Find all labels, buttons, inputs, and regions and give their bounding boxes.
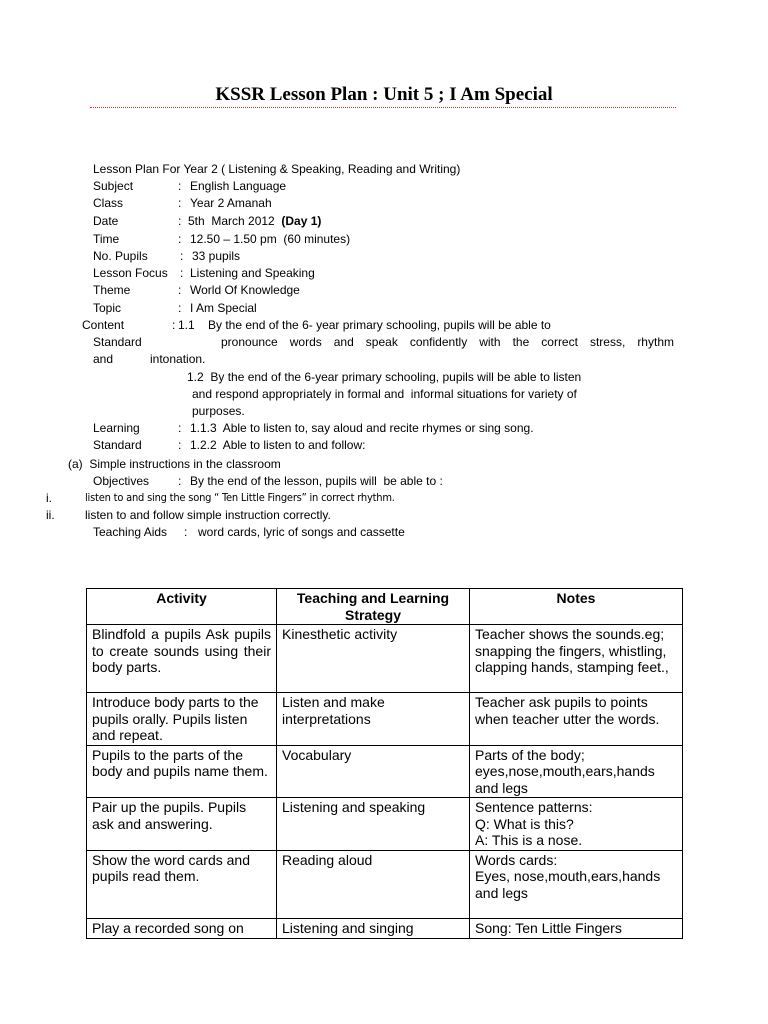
pupils-label: No. Pupils (93, 249, 148, 263)
notes-cell: Teacher shows the sounds.eg; snapping the fingers, whistling, clapping hands, stamping feet., (470, 625, 683, 693)
teaching-aids-value: word cards, lyric of songs and cassette (198, 525, 405, 539)
time-colon: : (178, 232, 182, 246)
objective-1-number: i. (46, 491, 52, 505)
strategy-cell: Reading aloud (277, 850, 470, 918)
strategy-cell: Listen and make interpretations (277, 693, 470, 746)
objectives-value: By the end of the lesson, pupils will be able to : (190, 474, 443, 488)
content-item-2-line1: 1.2 By the end of the 6-year primary schooling, pupils will be able to listen (187, 370, 582, 384)
focus-colon: : (180, 266, 184, 280)
notes-line: Q: What is this? (475, 815, 574, 832)
title-underline (90, 107, 676, 108)
date-value (188, 214, 321, 228)
theme-label: Theme (93, 283, 131, 297)
notes-cell: Teacher ask pupils to points when teacher utter the words. (470, 693, 683, 746)
theme-colon: : (178, 283, 182, 297)
activity-cell: Show the word cards and pupils read them. (87, 850, 277, 918)
content-item-1-line2: pronounce words and speak confidently with the correct stress, rhythm (221, 335, 674, 349)
content-item-2-line3: purposes. (192, 404, 245, 418)
notes-line: Sentence patterns: (475, 799, 593, 815)
learning-item-2: 1.2.2 Able to listen to and follow: (190, 438, 366, 452)
teaching-aids-label: Teaching Aids (93, 525, 168, 539)
objectives-label: Objectives (93, 474, 150, 488)
activity-cell: Play a recorded song on (87, 918, 277, 939)
content-item-1-line1: By the end of the 6- year primary schooling, pupils will be able to (208, 318, 551, 332)
learning-sub-a: (a) Simple instructions in the classroom (68, 457, 281, 471)
time-label: Time (93, 232, 120, 246)
theme-value: World Of Knowledge (190, 283, 300, 297)
focus-label: Lesson Focus (93, 266, 168, 280)
subject-colon: : (178, 179, 182, 193)
subject-label: Subject (93, 179, 134, 193)
notes-line: A: This is a nose. (475, 832, 583, 848)
topic-label: Topic (93, 301, 122, 315)
header-notes: Notes (470, 589, 683, 625)
class-label: Class (93, 196, 124, 210)
table-row (87, 745, 683, 798)
teaching-aids-colon: : (184, 525, 188, 539)
content-item-1-number: 1.1 (178, 318, 195, 332)
table-header-row (87, 589, 683, 625)
notes-cell (470, 798, 683, 851)
strategy-cell: Listening and speaking (277, 798, 470, 851)
learning-standard-colon: : (178, 421, 182, 435)
pupils-colon: : (180, 249, 184, 263)
header-strategy: Teaching and Learning Strategy (277, 589, 470, 625)
objective-1-text: listen to and sing the song “ Ten Little Fingers” in correct rhythm. (85, 491, 395, 504)
activity-table (86, 588, 683, 939)
class-value: Year 2 Amanah (190, 196, 272, 210)
strategy-cell: Listening and singing (277, 918, 470, 939)
strategy-cell: Vocabulary (277, 745, 470, 798)
notes-cell: Song: Ten Little Fingers (470, 918, 683, 939)
notes-line: Words cards: (475, 851, 558, 868)
class-colon: : (178, 196, 182, 210)
content-standard-label-2: Standard (93, 335, 142, 349)
objectives-colon: : (178, 474, 182, 488)
learning-standard-label-2: Standard (93, 438, 142, 452)
learning-standard-label: Learning (93, 421, 140, 435)
table-row (87, 918, 683, 939)
activity-cell: Introduce body parts to the pupils orally. Pupils listen and repeat. (87, 693, 277, 746)
strategy-cell: Kinesthetic activity (277, 625, 470, 693)
table-row (87, 693, 683, 746)
pupils-value: 33 pupils (192, 249, 241, 263)
content-item-2-line2: and respond appropriately in formal and informal situations for variety of (192, 387, 577, 401)
date-text: 5th March 2012 (188, 214, 275, 228)
subject-value: English Language (190, 179, 287, 193)
topic-value: I Am Special (190, 301, 257, 315)
objective-2-number: ii. (46, 508, 55, 522)
notes-line: Eyes, nose,mouth,ears,hands and legs (475, 868, 661, 901)
table-row (87, 850, 683, 918)
time-value: 12.50 – 1.50 pm (60 minutes) (190, 232, 351, 246)
content-standard-label-3: and (93, 352, 114, 366)
notes-cell: Parts of the body; eyes,nose,mouth,ears,hands and legs (470, 745, 683, 798)
activity-cell: Blindfold a pupils Ask pupils to create sounds using their body parts. (87, 625, 277, 693)
topic-colon: : (178, 301, 182, 315)
content-standard-label: Content (82, 318, 125, 332)
header-activity: Activity (87, 589, 277, 625)
content-standard-colon: : (172, 318, 176, 332)
document-title: KSSR Lesson Plan : Unit 5 ; I Am Special (215, 84, 553, 105)
table-row (87, 798, 683, 851)
focus-value: Listening and Speaking (190, 266, 315, 280)
date-colon: : (178, 214, 182, 228)
notes-cell (470, 850, 683, 918)
lesson-plan-intro: Lesson Plan For Year 2 ( Listening & Speaking, Reading and Writing) (93, 162, 461, 176)
day-marker: (Day 1) (281, 214, 322, 228)
objective-2-text: listen to and follow simple instruction correctly. (85, 508, 331, 522)
date-label: Date (93, 214, 119, 228)
learning-item-1: 1.1.3 Able to listen to, say aloud and recite rhymes or sing song. (190, 421, 534, 435)
learning-standard-colon-2: : (178, 438, 182, 452)
table-row (87, 625, 683, 693)
content-item-1-line3: intonation. (150, 352, 206, 366)
activity-cell: Pupils to the parts of the body and pupils name them. (87, 745, 277, 798)
activity-cell: Pair up the pupils. Pupils ask and answering. (87, 798, 277, 851)
